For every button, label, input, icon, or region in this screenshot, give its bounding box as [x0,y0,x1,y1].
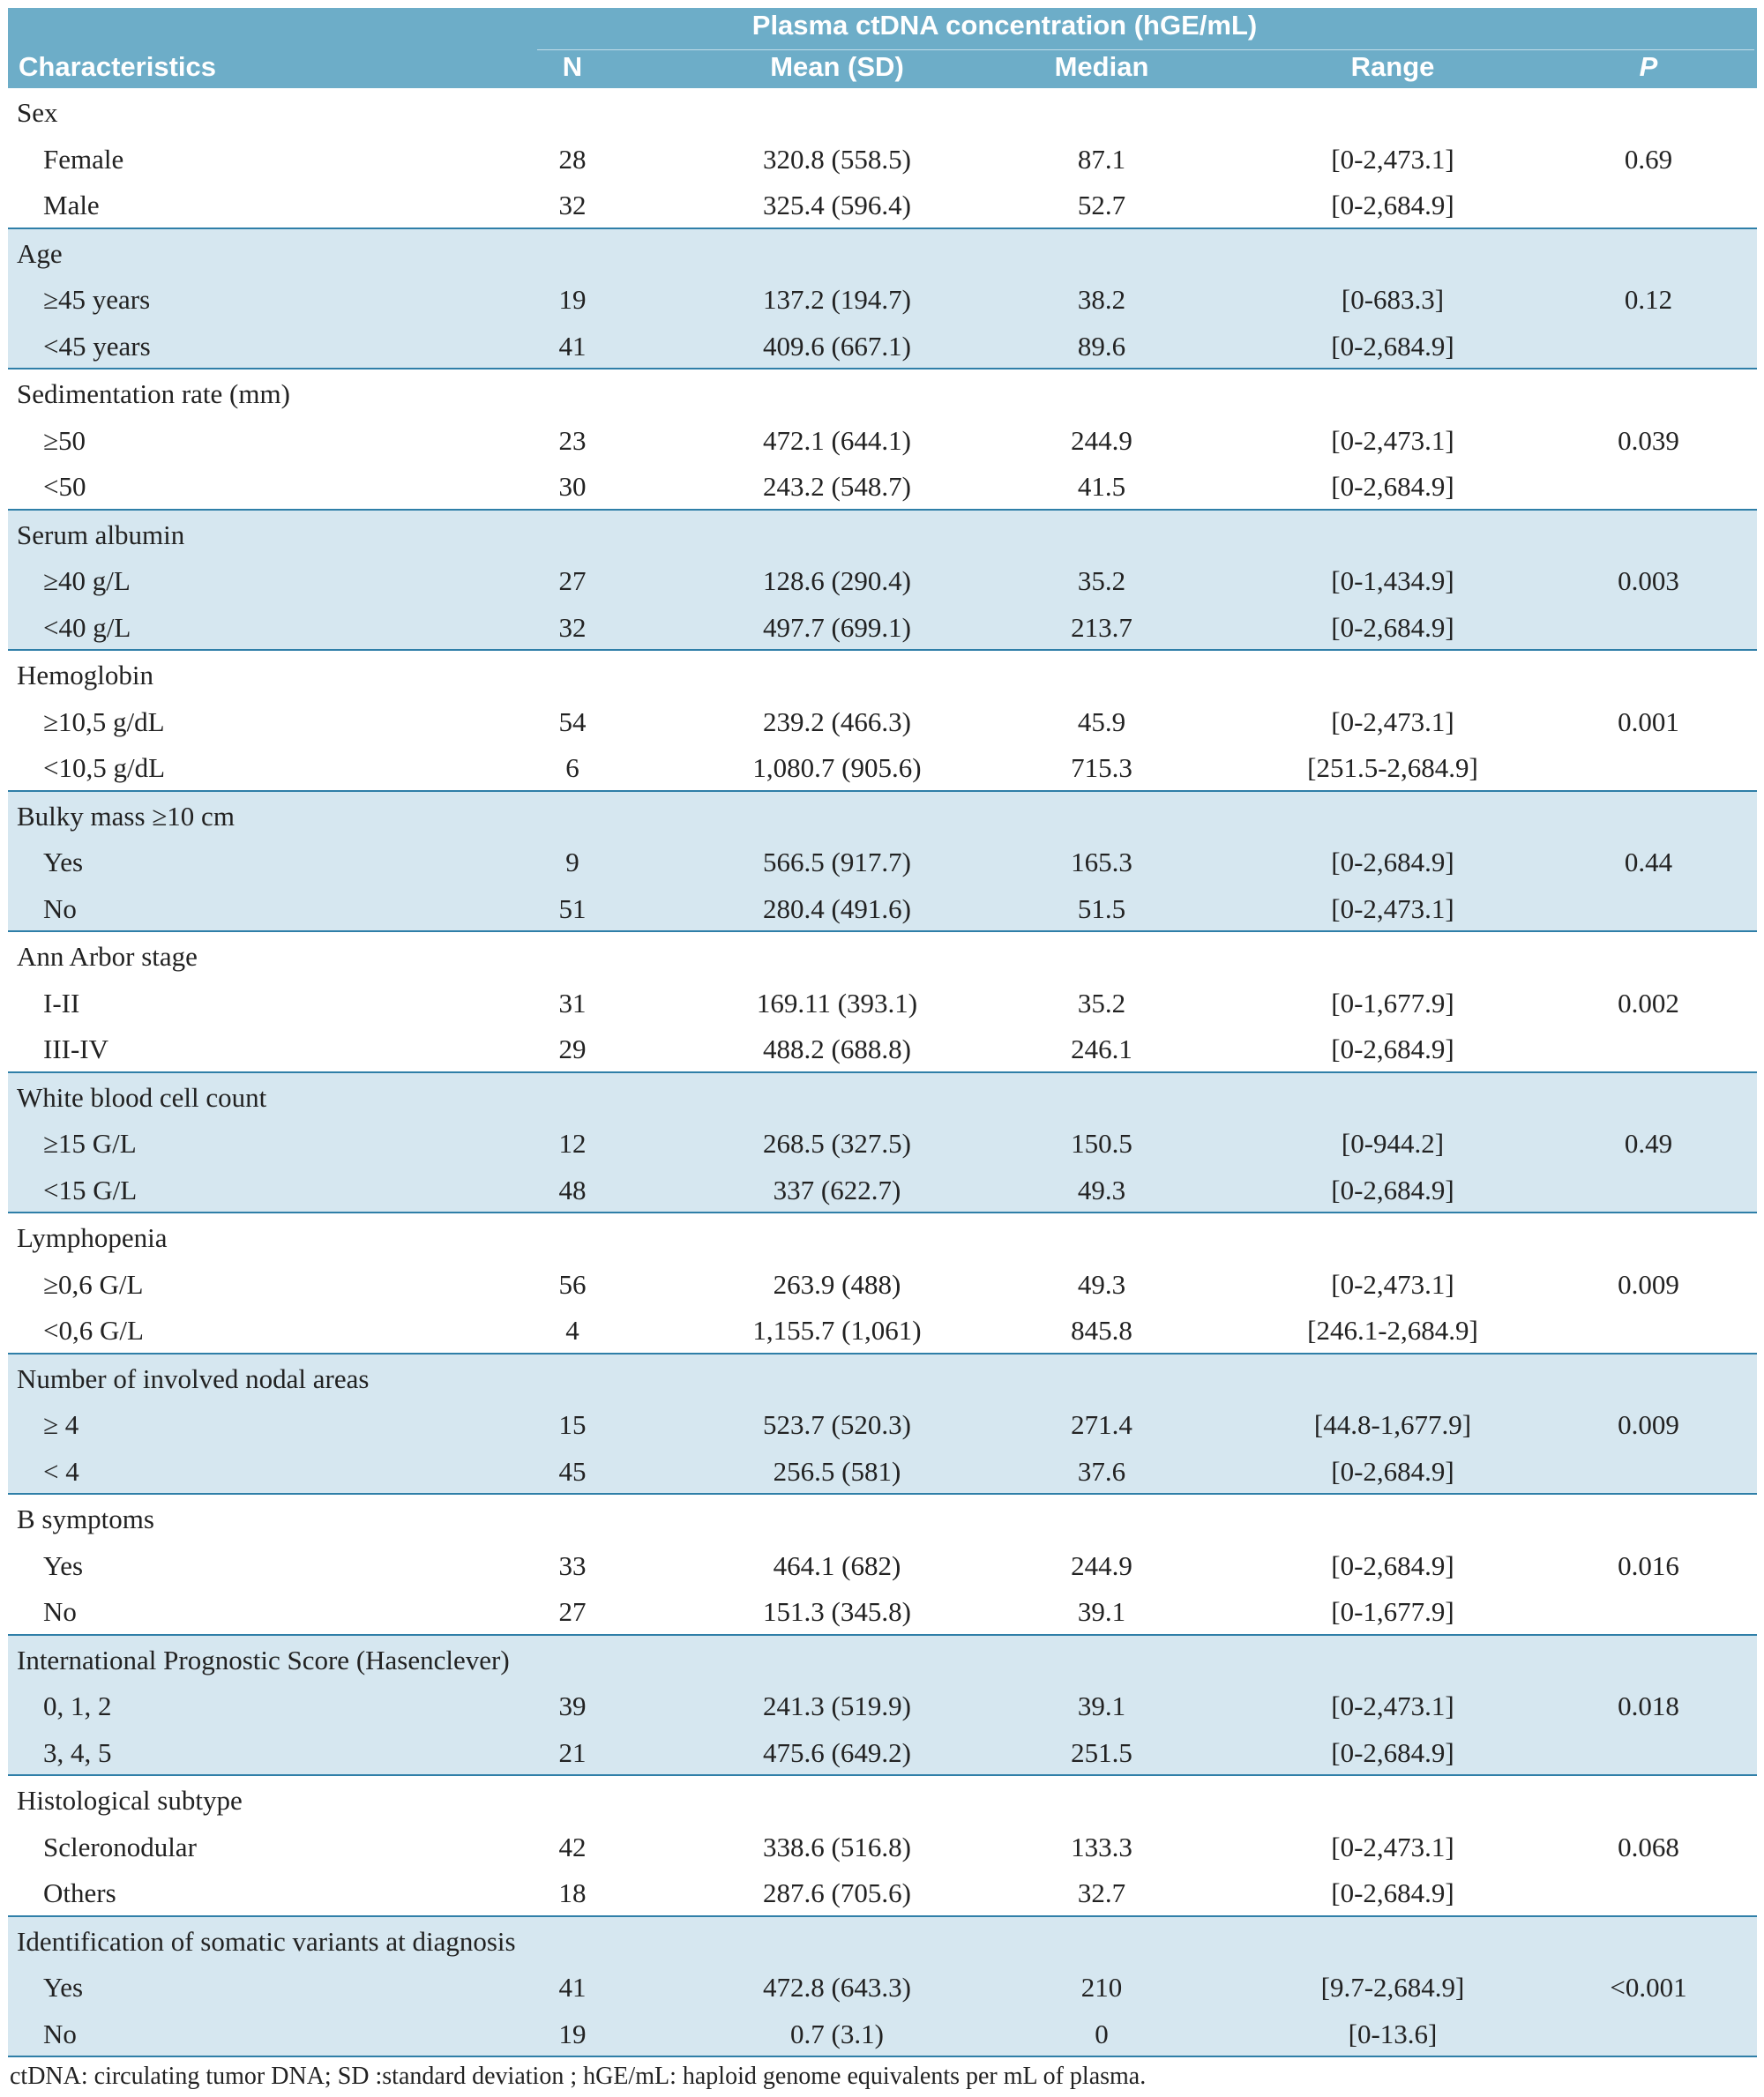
cell-p: 0.44 [1624,847,1673,877]
cell-n: 6 [565,752,579,783]
cell-median: 37.6 [1077,1455,1126,1487]
cell-mean-sd: 472.1 (644.1) [763,424,911,456]
row-label: ≥15 G/L [43,1128,137,1159]
group-title-row [8,88,1757,135]
row-label: <15 G/L [43,1174,138,1205]
row-label: ≥40 g/L [43,565,131,596]
cell-n: 15 [558,1409,587,1440]
group-title: Ann Arbor stage [17,941,198,972]
table-body [8,88,1757,2057]
cell-n: 42 [558,1831,587,1862]
cell-p: 0.009 [1618,1409,1679,1440]
cell-n: 18 [558,1877,587,1908]
row-label: ≥ 4 [43,1409,79,1440]
cell-range: [0-2,473.1] [1331,705,1454,737]
cell-n: 33 [558,1549,587,1581]
cell-n: 19 [558,284,587,315]
cell-mean-sd: 488.2 (688.8) [763,1034,911,1064]
cell-range: [0-2,684.9] [1331,1549,1454,1581]
group-title: Serum albumin [17,519,185,550]
cell-p: 0.001 [1618,705,1679,737]
row-label: Yes [43,847,84,877]
group-title: International Prognostic Score (Hasenclever) [17,1644,510,1675]
col-header-median: Median [1054,51,1149,82]
group-title-row [8,229,1757,276]
table-row [8,1728,1757,1775]
row-label: No [43,1596,77,1627]
cell-range: [0-1,677.9] [1331,1596,1454,1627]
cell-p: 0.002 [1618,987,1679,1019]
cell-mean-sd: 409.6 (667.1) [763,330,911,362]
row-group [8,1917,1757,2058]
row-label: 3, 4, 5 [43,1736,112,1768]
cell-n: 27 [558,1596,587,1627]
table-row [8,603,1757,650]
cell-mean-sd: 169.11 (393.1) [756,987,918,1019]
table-footnote: ctDNA: circulating tumor DNA; SD :standard deviation ; hGE/mL: haploid genome equivalents per mL of plasma. [10,2063,1147,2090]
table-row [8,1869,1757,1915]
table-row [8,1260,1757,1307]
col-header-range: Range [1350,51,1435,82]
group-title-row [8,1495,1757,1541]
cell-median: 35.2 [1077,565,1126,596]
cell-mean-sd: 128.6 (290.4) [763,565,911,596]
cell-p: 0.69 [1624,143,1673,175]
cell-mean-sd: 263.9 (488) [773,1268,901,1300]
table-row [8,979,1757,1026]
table-row [8,275,1757,322]
cell-mean-sd: 325.4 (596.4) [763,190,911,220]
cell-median: 35.2 [1077,987,1126,1019]
row-label: Yes [43,1549,84,1581]
cell-median: 0 [1095,2018,1109,2049]
cell-n: 41 [558,1972,587,2003]
cell-median: 87.1 [1077,143,1126,175]
table-page [8,8,1757,2091]
row-label: <10,5 g/dL [43,752,166,783]
row-label: <50 [43,471,86,502]
cell-n: 23 [558,424,587,456]
row-label: ≥50 [43,424,86,456]
cell-n: 32 [558,190,587,220]
cell-median: 39.1 [1077,1596,1126,1627]
cell-range: [0-2,684.9] [1331,1034,1454,1064]
cell-p: 0.49 [1624,1128,1673,1159]
table-row [8,1119,1757,1166]
cell-median: 210 [1080,1972,1123,2003]
cell-range: [0-2,473.1] [1331,1268,1454,1300]
cell-mean-sd: 151.3 (345.8) [763,1596,911,1627]
cell-median: 251.5 [1071,1736,1132,1768]
cell-mean-sd: 497.7 (699.1) [763,611,911,643]
cell-range: [0-2,684.9] [1331,611,1454,643]
cell-mean-sd: 566.5 (917.7) [763,847,911,877]
row-group [8,1495,1757,1636]
cell-median: 52.7 [1077,190,1126,220]
row-group [8,932,1757,1073]
row-group [8,1073,1757,1214]
cell-median: 213.7 [1071,611,1132,643]
cell-median: 38.2 [1077,284,1126,315]
table-row [8,1400,1757,1447]
cell-p: 0.016 [1618,1549,1679,1581]
cell-median: 133.3 [1071,1831,1132,1862]
cell-range: [0-2,684.9] [1331,847,1454,877]
table-row [8,462,1757,509]
cell-range: [0-683.3] [1341,284,1445,315]
cell-n: 19 [558,2018,587,2049]
group-title: Sex [17,97,58,128]
col-header-n: N [562,51,583,82]
group-title-row [8,932,1757,979]
row-label: Others [43,1877,116,1908]
group-title-row [8,1917,1757,1964]
cell-mean-sd: 523.7 (520.3) [763,1409,911,1440]
group-title: Sedimentation rate (mm) [17,378,290,409]
table-row [8,1025,1757,1071]
cell-range: [0-2,684.9] [1331,190,1454,220]
row-label: <45 years [43,330,151,362]
table-row [8,2010,1757,2056]
cell-median: 271.4 [1071,1409,1132,1440]
cell-mean-sd: 268.5 (327.5) [763,1128,911,1159]
row-label: Yes [43,1972,84,2003]
cell-median: 51.5 [1077,892,1126,924]
cell-n: 56 [558,1268,587,1300]
cell-n: 9 [565,847,579,877]
row-group [8,369,1757,511]
group-title: Lymphopenia [17,1222,168,1253]
table-row [8,884,1757,931]
row-group [8,651,1757,792]
cell-range: [0-2,473.1] [1331,143,1454,175]
group-title: Age [17,237,63,269]
cell-range: [0-2,684.9] [1331,330,1454,362]
col-header-mean: Mean (SD) [770,51,904,82]
table-row [8,1447,1757,1494]
cell-range: [251.5-2,684.9] [1307,752,1478,783]
cell-range: [0-2,684.9] [1331,1455,1454,1487]
cell-mean-sd: 241.3 (519.9) [763,1690,911,1721]
cell-range: [0-1,434.9] [1331,565,1454,596]
cell-mean-sd: 0.7 (3.1) [790,2018,884,2049]
cell-n: 12 [558,1128,587,1159]
cell-median: 49.3 [1077,1174,1126,1205]
cell-mean-sd: 1,080.7 (905.6) [752,752,922,783]
row-group [8,1213,1757,1354]
row-label: I-II [43,987,80,1019]
group-title: Hemoglobin [17,660,153,690]
spanning-header: Plasma ctDNA concentration (hGE/mL) [751,10,1258,41]
row-label: No [43,2018,77,2049]
table-row [8,1166,1757,1213]
row-group [8,88,1757,229]
table-row [8,1587,1757,1634]
cell-median: 32.7 [1077,1877,1126,1908]
group-title-row [8,1213,1757,1260]
table-header [8,8,1757,88]
cell-mean-sd: 243.2 (548.7) [763,471,911,502]
cell-mean-sd: 287.6 (705.6) [763,1877,911,1908]
cell-median: 246.1 [1071,1034,1132,1064]
spanning-header-rule [537,49,1754,50]
table-row [8,743,1757,790]
cell-median: 150.5 [1071,1128,1132,1159]
cell-mean-sd: 239.2 (466.3) [763,705,911,737]
row-label: Female [43,143,124,175]
row-label: 0, 1, 2 [43,1690,112,1721]
cell-n: 21 [558,1736,587,1768]
group-title: Number of involved nodal areas [17,1362,370,1394]
cell-n: 45 [558,1455,587,1487]
cell-range: [0-1,677.9] [1331,987,1454,1019]
cell-range: [44.8-1,677.9] [1313,1409,1472,1440]
cell-range: [0-2,473.1] [1331,892,1454,924]
cell-n: 32 [558,611,587,643]
cell-range: [0-13.6] [1348,2018,1438,2049]
group-title: Bulky mass ≥10 cm [17,800,235,832]
cell-n: 54 [558,705,587,737]
cell-mean-sd: 1,155.7 (1,061) [752,1315,922,1346]
row-group [8,1776,1757,1917]
cell-n: 27 [558,565,587,596]
group-title: Histological subtype [17,1785,243,1816]
table-row [8,838,1757,884]
cell-range: [0-2,684.9] [1331,471,1454,502]
row-label: III-IV [43,1034,109,1064]
group-title-row [8,1354,1757,1401]
cell-mean-sd: 137.2 (194.7) [763,284,911,315]
row-group [8,511,1757,652]
cell-median: 165.3 [1071,847,1132,877]
table-row [8,322,1757,369]
cell-range: [0-2,684.9] [1331,1174,1454,1205]
group-title-row [8,792,1757,839]
cell-n: 31 [558,987,587,1019]
group-title-row [8,1073,1757,1120]
table-row [8,1823,1757,1869]
cell-mean-sd: 256.5 (581) [773,1455,901,1487]
cell-median: 244.9 [1071,424,1132,456]
group-title-row [8,651,1757,698]
cell-p: 0.039 [1618,424,1679,456]
table-row [8,416,1757,463]
col-header-p: P [1639,51,1658,82]
cell-median: 715.3 [1071,752,1132,783]
row-group [8,792,1757,933]
cell-mean-sd: 472.8 (643.3) [763,1972,911,2003]
cell-median: 89.6 [1077,330,1126,362]
group-title: White blood cell count [17,1081,267,1113]
table-row [8,181,1757,228]
group-title-row [8,369,1757,416]
table-row [8,698,1757,744]
cell-mean-sd: 338.6 (516.8) [763,1831,911,1862]
cell-median: 39.1 [1077,1690,1126,1721]
row-label: <40 g/L [43,611,131,643]
cell-n: 39 [558,1690,587,1721]
cell-range: [0-2,473.1] [1331,1831,1454,1862]
row-label: <0,6 G/L [43,1315,144,1346]
group-title-row [8,1636,1757,1683]
row-group [8,1636,1757,1777]
cell-p: 0.003 [1618,565,1679,596]
table-row [8,1306,1757,1353]
cell-n: 48 [558,1174,587,1205]
cell-range: [0-2,684.9] [1331,1736,1454,1768]
cell-p: 0.009 [1618,1268,1679,1300]
cell-p: <0.001 [1610,1972,1687,2003]
cell-median: 845.8 [1071,1315,1132,1346]
cell-median: 45.9 [1077,705,1126,737]
cell-n: 41 [558,330,587,362]
cell-n: 30 [558,471,587,502]
row-label: Male [43,190,100,220]
cell-p: 0.068 [1618,1831,1679,1862]
row-label: No [43,892,77,924]
cell-mean-sd: 337 (622.7) [773,1174,901,1205]
cell-mean-sd: 280.4 (491.6) [763,892,911,924]
row-label: Scleronodular [43,1831,197,1862]
cell-p: 0.12 [1624,284,1673,315]
cell-n: 28 [558,143,587,175]
table-row [8,135,1757,182]
cell-range: [0-2,473.1] [1331,1690,1454,1721]
cell-range: [0-2,473.1] [1331,424,1454,456]
row-label: < 4 [43,1455,79,1487]
cell-mean-sd: 464.1 (682) [773,1549,901,1581]
row-group [8,1354,1757,1496]
table-row [8,556,1757,603]
cell-n: 4 [565,1315,579,1346]
table-row [8,1682,1757,1728]
table-row [8,1963,1757,2010]
cell-mean-sd: 475.6 (649.2) [763,1736,911,1768]
group-title: Identification of somatic variants at diagnosis [17,1925,516,1957]
group-title: B symptoms [17,1504,154,1534]
cell-range: [246.1-2,684.9] [1307,1315,1478,1346]
cell-median: 41.5 [1077,471,1126,502]
row-label: ≥10,5 g/dL [43,705,165,737]
col-header-characteristics: Characteristics [19,51,217,82]
cell-range: [9.7-2,684.9] [1320,1972,1465,2003]
group-title-row [8,511,1757,557]
cell-p: 0.018 [1618,1690,1679,1721]
row-group [8,229,1757,370]
cell-mean-sd: 320.8 (558.5) [763,143,911,175]
row-label: ≥0,6 G/L [43,1268,144,1300]
cell-range: [0-944.2] [1341,1128,1445,1159]
cell-n: 51 [558,892,587,924]
cell-n: 29 [558,1034,587,1064]
table-row [8,1541,1757,1588]
cell-median: 244.9 [1071,1549,1132,1581]
cell-range: [0-2,684.9] [1331,1877,1454,1908]
cell-median: 49.3 [1077,1268,1126,1300]
group-title-row [8,1776,1757,1823]
row-label: ≥45 years [43,284,151,315]
